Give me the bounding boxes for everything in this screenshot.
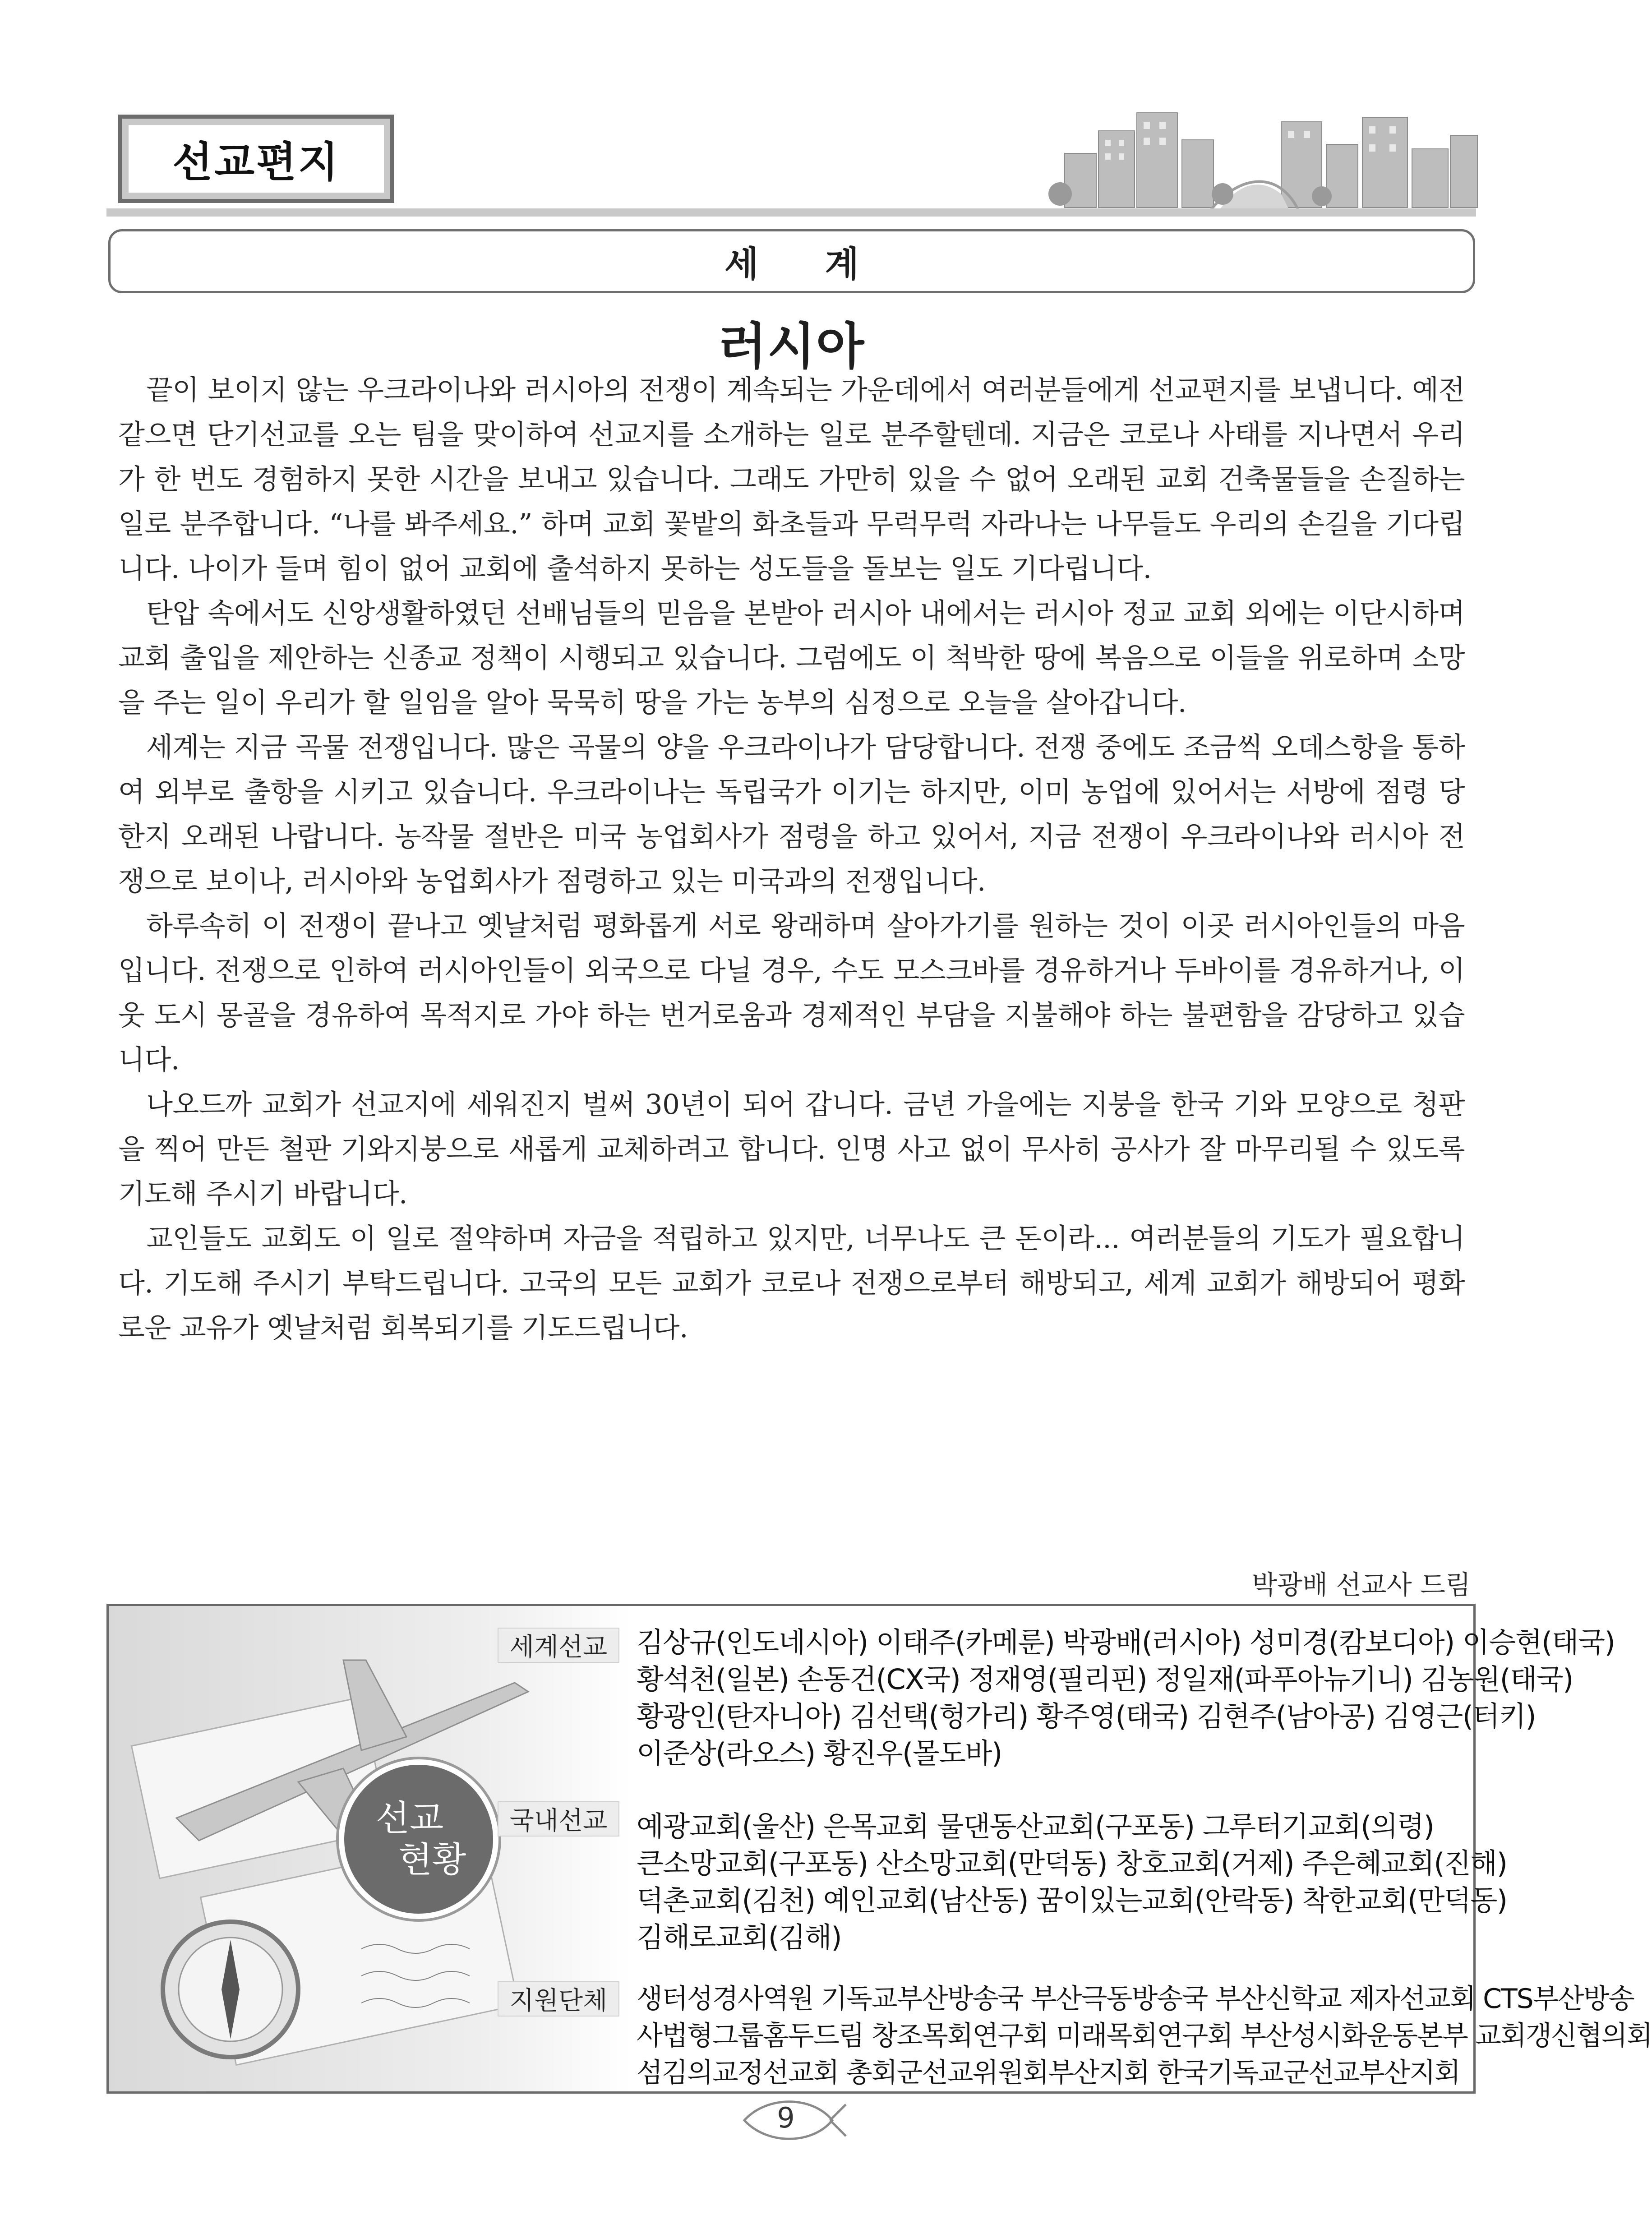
domestic-mission-line: 큰소망교회(구포동) 산소망교회(만덕동) 창호교회(거제) 주은혜교회(진해) xyxy=(637,1847,1507,1880)
domestic-mission-list xyxy=(637,1808,1575,1956)
support-org-line: 사법형그룹홈두드림 창조목회연구회 미래목회연구회 부산성시화운동본부 교회갱신협의회 xyxy=(637,2020,1652,2052)
world-mission-list xyxy=(637,1624,1615,1772)
letter-paragraph: 나오드까 교회가 선교지에 세워진지 벌써 30년이 되어 갑니다. 금년 가을에는 지붕을 한국 기와 모양으로 청판을 찍어 만든 철판 기와지붕으로 새롭게 교체하려고 합니다. 인명 사고 없이 무사히 공사가 잘 마무리될 수 있도록 기도해 주시기 바랍니다. xyxy=(118,1089,1465,1210)
letter-paragraph: 하루속히 이 전쟁이 끝나고 옛날처럼 평화롭게 서로 왕래하며 살아가기를 원하는 것이 이곳 러시아인들의 마음입니다. 전쟁으로 인하여 러시아인들이 외국으로 다닐 경우, 수도 모스크바를 경유하거나 두바이를 경유하거나, 이웃 도시 몽골을 경유하여 목적지로 가야 하는 번거로움과 경제적인 부담을 지불해야 하는 불편함을 감당하고 있습니다. xyxy=(118,910,1465,1076)
letter-paragraph: 교인들도 교회도 이 일로 절약하며 자금을 적립하고 있지만, 너무나도 큰 돈이라... 여러분들의 기도가 필요합니다. 기도해 주시기 부탁드립니다. 고국의 모든 교회가 코로나 전쟁으로부터 해방되고, 세계 교회가 해방되어 평화로운 교유가 옛날처럼 회복되기를 기도드립니다. xyxy=(118,1223,1465,1344)
domestic-mission-line: 예광교회(울산) 은목교회 물댄동산교회(구포동) 그루터기교회(의령) xyxy=(637,1810,1434,1843)
support-org-list xyxy=(637,1980,1652,2091)
badge-line-1: 선교 xyxy=(375,1798,444,1839)
letter-body xyxy=(118,368,1465,1350)
support-org-line: 섬김의교정선교회 총회군선교위원회부산지회 한국기독교군선교부산지회 xyxy=(637,2057,1460,2089)
page-number: 9 xyxy=(777,2101,795,2134)
world-mission-line: 김상규(인도네시아) 이태주(카메룬) 박광배(러시아) 성미경(캄보디아) 이승현(태국) xyxy=(637,1626,1615,1659)
mission-status-box xyxy=(106,1604,1652,2094)
support-org-line: 생터성경사역원 기독교부산방송국 부산극동방송국 부산신학교 제자선교회 CTS부산방송 xyxy=(637,1983,1634,2015)
world-mission-line: 황광인(탄자니아) 김선택(헝가리) 황주영(태국) 김현주(남아공) 김영근(터키) xyxy=(637,1700,1536,1733)
header-rule xyxy=(106,208,1476,217)
letter-paragraph: 탄압 속에서도 신앙생활하였던 선배님들의 믿음을 본받아 러시아 내에서는 러시아 정교 교회 외에는 이단시하며 교회 출입을 제안하는 신종교 정책이 시행되고 있습니다. 그럼에도 이 척박한 땅에 복음으로 이들을 위로하며 소망을 주는 일이 우리가 할 일임을 알아 묵묵히 땅을 가는 농부의 심정으로 오늘을 살아갑니다. xyxy=(118,597,1465,719)
letter-paragraph: 끝이 보이지 않는 우크라이나와 러시아의 전쟁이 계속되는 가운데에서 여러분들에게 선교편지를 보냅니다. 예전 같으면 단기선교를 오는 팀을 맞이하여 선교지를 소개하는 일로 분주할텐데. 지금은 코로나 사태를 지나면서 우리가 한 번도 경험하지 못한 시간을 보내고 있습니다. 그래도 가만히 있을 수 없어 오래된 교회 건축물들을 손질하는 일로 분주합니다. “나를 봐주세요.” 하며 교회 꽃밭의 화초들과 무럭무럭 자라나는 나무들도 우리의 손길을 기다립니다. 나이가 들며 힘이 없어 교회에 출석하지 못하는 성도들을 돌보는 일도 기다립니다. xyxy=(118,374,1465,585)
region-box xyxy=(108,229,1475,293)
country-title: 러시아 xyxy=(718,318,865,375)
domestic-mission-line: 김해로교회(김해) xyxy=(637,1921,842,1954)
domestic-mission-label: 국내선교 xyxy=(498,1801,619,1837)
badge-line-2: 현황 xyxy=(398,1840,466,1880)
mission-status-badge xyxy=(339,1759,498,1919)
domestic-mission-line: 덕촌교회(김천) 예인교회(남산동) 꿈이있는교회(안락동) 착한교회(만덕동) xyxy=(637,1884,1507,1917)
support-org-label: 지원단체 xyxy=(498,1981,619,2017)
world-mission-line: 이준상(라오스) 황진우(몰도바) xyxy=(637,1737,1002,1770)
section-label: 선교편지 xyxy=(172,138,340,186)
world-mission-line: 황석천(일본) 손동건(CX국) 정재영(필리핀) 정일재(파푸아뉴기니) 김농원(태국) xyxy=(637,1663,1573,1696)
signature: 박광배 선교사 드림 xyxy=(1251,1569,1471,1600)
section-label-box xyxy=(118,115,394,203)
world-mission-label: 세계선교 xyxy=(498,1628,619,1663)
city-illustration xyxy=(1047,104,1480,212)
letter-paragraph: 세계는 지금 곡물 전쟁입니다. 많은 곡물의 양을 우크라이나가 담당합니다. 전쟁 중에도 조금씩 오데스항을 통하여 외부로 출항을 시키고 있습니다. 우크라이나는 독립국가 이기는 하지만, 이미 농업에 있어서는 서방에 점령 당한지 오래된 나랍니다. 농작물 절반은 미국 농업회사가 점령을 하고 있어서, 지금 전쟁이 우크라이나와 러시아 전쟁으로 보이나, 러시아와 농업회사가 점령하고 있는 미국과의 전쟁입니다. xyxy=(118,731,1465,897)
region-title: 세 계 xyxy=(724,244,886,285)
